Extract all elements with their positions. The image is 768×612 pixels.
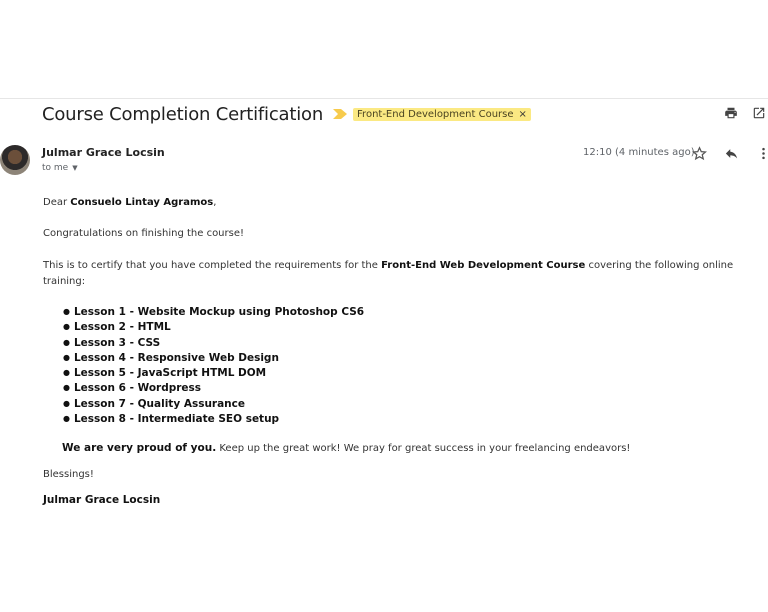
timestamp: 12:10 (4 minutes ago) [583, 147, 695, 158]
certify-text: This is to certify that you have completed the requirements for the Front-End Web Development Course covering the following online training: [43, 260, 734, 287]
avatar[interactable] [0, 145, 30, 175]
closing-text: Blessings! [43, 469, 94, 480]
close-icon[interactable]: × [518, 108, 527, 120]
signature: Julmar Grace Locsin [43, 494, 161, 506]
greeting: Dear Consuelo Lintay Agramos, [43, 197, 217, 208]
recipient-name: Consuelo Lintay Agramos [70, 197, 214, 208]
label-chip[interactable] [353, 108, 531, 121]
list-item: ● Lesson 4 - Responsive Web Design [63, 351, 364, 366]
more-vert-icon[interactable] [754, 144, 768, 162]
recipient-details[interactable] [42, 163, 78, 173]
sender-name[interactable]: Julmar Grace Locsin [42, 146, 165, 159]
reply-icon[interactable] [722, 144, 740, 162]
chevron-down-icon[interactable]: ▼ [72, 164, 78, 172]
top-divider [0, 98, 768, 99]
thread-actions [722, 104, 768, 122]
list-item: ● Lesson 6 - Wordpress [63, 381, 364, 396]
course-name: Front-End Web Development Course [381, 260, 586, 271]
lesson-list [63, 305, 364, 427]
recipient-line: to me [42, 163, 69, 173]
label-text: Front-End Development Course [357, 108, 514, 120]
subject-row [42, 101, 531, 127]
star-icon[interactable] [690, 144, 708, 162]
proud-text: We are very proud of you. Keep up the great work! We pray for great success in your freelancing endeavors! [62, 442, 631, 454]
printer-icon[interactable] [722, 104, 740, 122]
list-item: ● Lesson 2 - HTML [63, 320, 364, 335]
email-subject: Course Completion Certification [42, 103, 324, 125]
list-item: ● Lesson 7 - Quality Assurance [63, 397, 364, 412]
list-item: ● Lesson 3 - CSS [63, 336, 364, 351]
list-item: ● Lesson 1 - Website Mockup using Photoshop CS6 [63, 305, 364, 320]
list-item: ● Lesson 8 - Intermediate SEO setup [63, 412, 364, 427]
open-in-new-window-icon[interactable] [750, 104, 768, 122]
list-item: ● Lesson 5 - JavaScript HTML DOM [63, 366, 364, 381]
label-arrow-icon [333, 109, 347, 119]
congrats-text: Congratulations on finishing the course! [43, 228, 245, 239]
message-actions [690, 144, 768, 162]
